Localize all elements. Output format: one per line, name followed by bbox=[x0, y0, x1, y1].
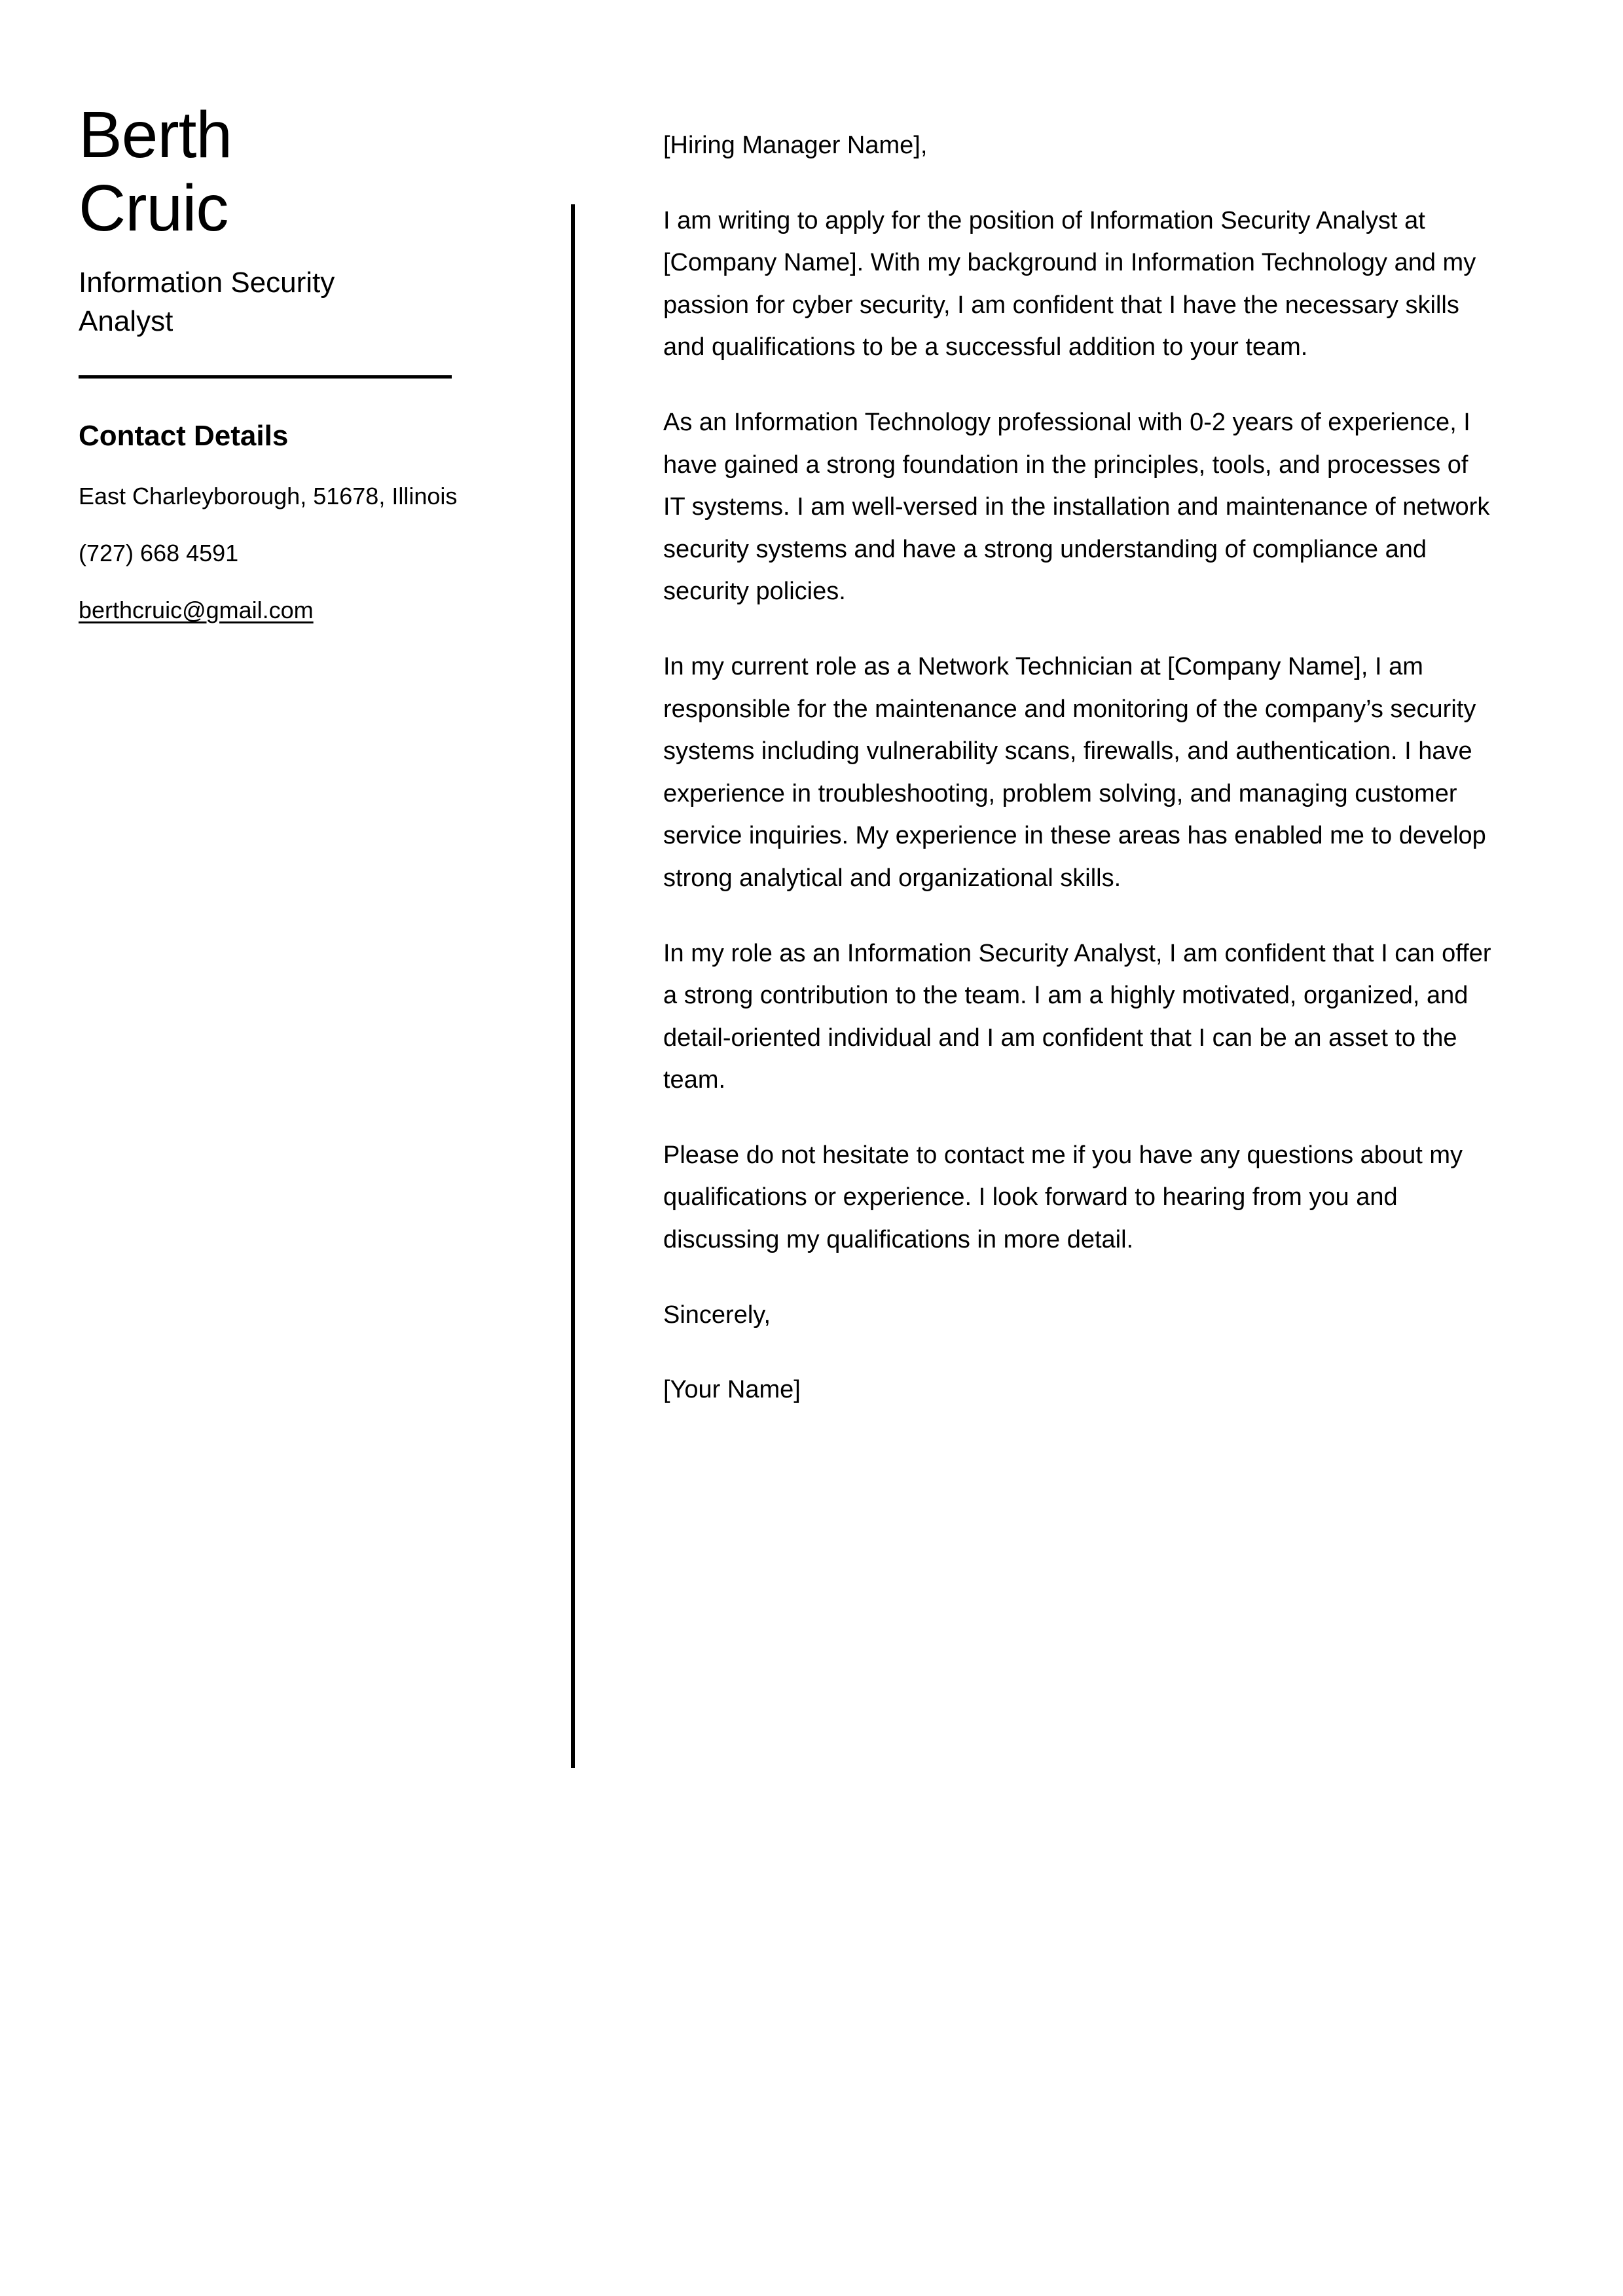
letter-paragraph-3: In my current role as a Network Technician at [Company Name], I am responsible for the maintenance and monitoring of the company’s security systems including vulnerability scans, firewalls, and authentication. I have experience in troubleshooting, problem solving, and managing customer service inquiries. My experience in these areas has enabled me to develop strong analytical and organizational skills. bbox=[663, 652, 1486, 892]
sidebar bbox=[79, 98, 471, 627]
contact-email-link[interactable]: berthcruic@gmail.com bbox=[79, 597, 314, 624]
letter-salutation: [Hiring Manager Name], bbox=[663, 132, 928, 159]
column-divider bbox=[571, 204, 575, 1768]
letter-paragraph-5: Please do not hesitate to contact me if you have any questions about my qualifications or experience. I look forward to hearing from you and discussing my qualifications in more detail. bbox=[663, 1141, 1463, 1254]
applicant-first-name: Berth bbox=[79, 98, 232, 172]
contact-email[interactable] bbox=[79, 593, 471, 627]
contact-details-list bbox=[79, 479, 471, 628]
header-divider-rule bbox=[79, 375, 452, 379]
letter-paragraph-1: I am writing to apply for the position of Information Security Analyst at [Company Name]. With my background in Information Technology and my passion for cyber security, I am confident that I have the necessary skills and qualifications to be a successful addition to your team. bbox=[663, 206, 1476, 361]
letter-closing: Sincerely, bbox=[663, 1301, 771, 1329]
contact-address: East Charleyborough, 51678, Illinois bbox=[79, 482, 458, 509]
applicant-job-title: Information Security Analyst bbox=[79, 267, 335, 338]
letter-paragraph-4: In my role as an Information Security Analyst, I am confident that I can offer a strong contribution to the team. I am a highly motivated, organized, and detail-oriented individual and I am confident that I can be an asset to the team. bbox=[663, 939, 1491, 1094]
applicant-last-name: Cruic bbox=[79, 172, 228, 245]
letter-signature: [Your Name] bbox=[663, 1376, 801, 1404]
contact-details-heading: Contact Details bbox=[79, 419, 289, 452]
contact-phone[interactable]: (727) 668 4591 bbox=[79, 539, 239, 566]
letter-paragraph-2: As an Information Technology professional with 0-2 years of experience, I have gained a strong foundation in the principles, tools, and processes of IT systems. I am well-versed in the installation and maintenance of network security systems and have a strong understanding of compliance and security policies. bbox=[663, 408, 1490, 606]
letter-body bbox=[663, 124, 1493, 1411]
